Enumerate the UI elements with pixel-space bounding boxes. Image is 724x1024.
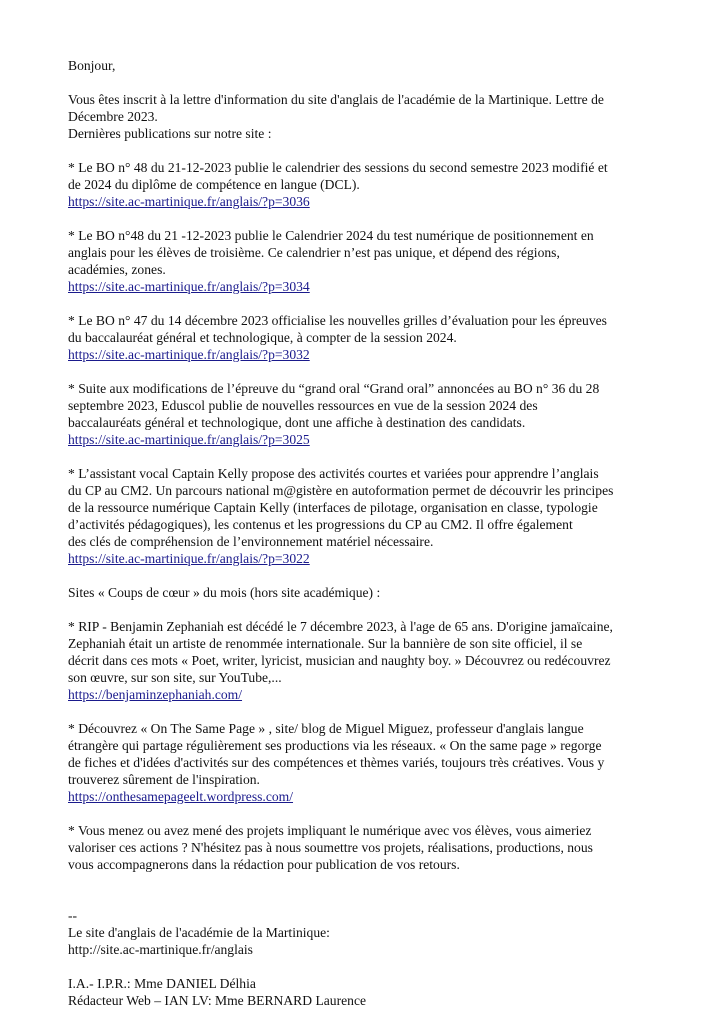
publications-list <box>68 159 668 567</box>
publication-item: * Le BO n° 47 du 14 décembre 2023 officialise les nouvelles grilles d’évaluation pour les épreuves du baccalauréat général et technologique, à compter de la session 2024. https://site.ac-martinique.fr/anglais/?p=3032 <box>68 312 668 363</box>
favorites-list <box>68 618 668 805</box>
signature: -- Le site d'anglais de l'académie de la Martinique: http://site.ac-martinique.fr/anglais <box>68 907 668 958</box>
publication-item-link[interactable]: https://site.ac-martinique.fr/anglais/?p=3034 <box>68 279 310 294</box>
publication-item-link[interactable]: https://site.ac-martinique.fr/anglais/?p=3022 <box>68 551 310 566</box>
publication-item: * Le BO n°48 du 21 -12-2023 publie le Calendrier 2024 du test numérique de positionnement en anglais pour les élèves de troisième. Ce calendrier n’est pas unique, et dépend des régions, académies, zones. https://site.ac-martinique.fr/anglais/?p=3034 <box>68 227 668 295</box>
favorite-item: * Découvrez « On The Same Page » , site/ blog de Miguel Miguez, professeur d'anglais langue étrangère qui partage régulièrement ses productions via les réseaux. « On the same page » regorge de fiches et d'idées d'activités sur des compétences et thèmes variés, toujours très créatives. Vous y trouverez sûrement de l'inspiration. https://onthesamepageelt.wordpress.com/ <box>68 720 668 805</box>
publication-item: * Le BO n° 48 du 21-12-2023 publie le calendrier des sessions du second semestre 2023 modifié et de 2024 du diplôme de compétence en langue (DCL). https://site.ac-martinique.fr/anglais/?p=3036 <box>68 159 668 210</box>
site-url: http://site.ac-martinique.fr/anglais <box>68 942 253 957</box>
publication-item-link[interactable]: https://site.ac-martinique.fr/anglais/?p=3025 <box>68 432 310 447</box>
favorite-item-link[interactable]: https://benjaminzephaniah.com/ <box>68 687 243 702</box>
publication-item: * Suite aux modifications de l’épreuve du “grand oral “Grand oral” annoncées au BO n° 36 du 28 septembre 2023, Eduscol publie de nouvelles ressources en vue de la session 2024 des baccalauréats général et technologique, dont une affiche à destination des candidats. https://site.ac-martinique.fr/anglais/?p=3025 <box>68 380 668 448</box>
intro: Vous êtes inscrit à la lettre d'information du site d'anglais de l'académie de la Martinique. Lettre de Décembre 2023. Dernières publications sur notre site : <box>68 92 604 141</box>
favorite-item-link[interactable]: https://onthesamepageelt.wordpress.com/ <box>68 789 294 804</box>
favorite-item: * RIP - Benjamin Zephaniah est décédé le 7 décembre 2023, à l'age de 65 ans. D'origine jamaïcaine, Zephaniah était un artiste de renommée internationale. Sur la bannière de son site officiel, il se décrit dans ces mots « Poet, writer, lyricist, musician and naughty boy. » Découvrez ou redécouvrez son œuvre, sur son site, sur YouTube,... https://benjaminzephaniah.com/ <box>68 618 668 703</box>
publication-item-link[interactable]: https://site.ac-martinique.fr/anglais/?p=3036 <box>68 194 310 209</box>
publication-item-link[interactable]: https://site.ac-martinique.fr/anglais/?p=3032 <box>68 347 310 362</box>
newsletter-body <box>68 57 668 1009</box>
contacts: I.A.- I.P.R.: Mme DANIEL Délhia Rédacteur Web – IAN LV: Mme BERNARD Laurence <box>68 976 367 1008</box>
publication-item: * L’assistant vocal Captain Kelly propose des activités courtes et variées pour apprendre l’anglais du CP au CM2. Un parcours national m@gistère en autoformation permet de découvrir les principes de la ressource numérique Captain Kelly (interfaces de pilotage, organisation en classe, typologie d’activités pédagogiques), les contenus et les progressions du CP au CM2. Il offre également des clés de compréhension de l’environnement matériel nécessaire. https://site.ac-martinique.fr/anglais/?p=3022 <box>68 465 668 567</box>
favorites-heading: Sites « Coups de cœur » du mois (hors site académique) : <box>68 585 381 600</box>
closing: * Vous menez ou avez mené des projets impliquant le numérique avec vos élèves, vous aimeriez valoriser ces actions ? N'hésitez pas à nous soumettre vos projets, réalisations, productions, nous vous accompagnerons dans la rédaction pour publication de vos retours. <box>68 823 593 872</box>
greeting: Bonjour, <box>68 58 116 73</box>
